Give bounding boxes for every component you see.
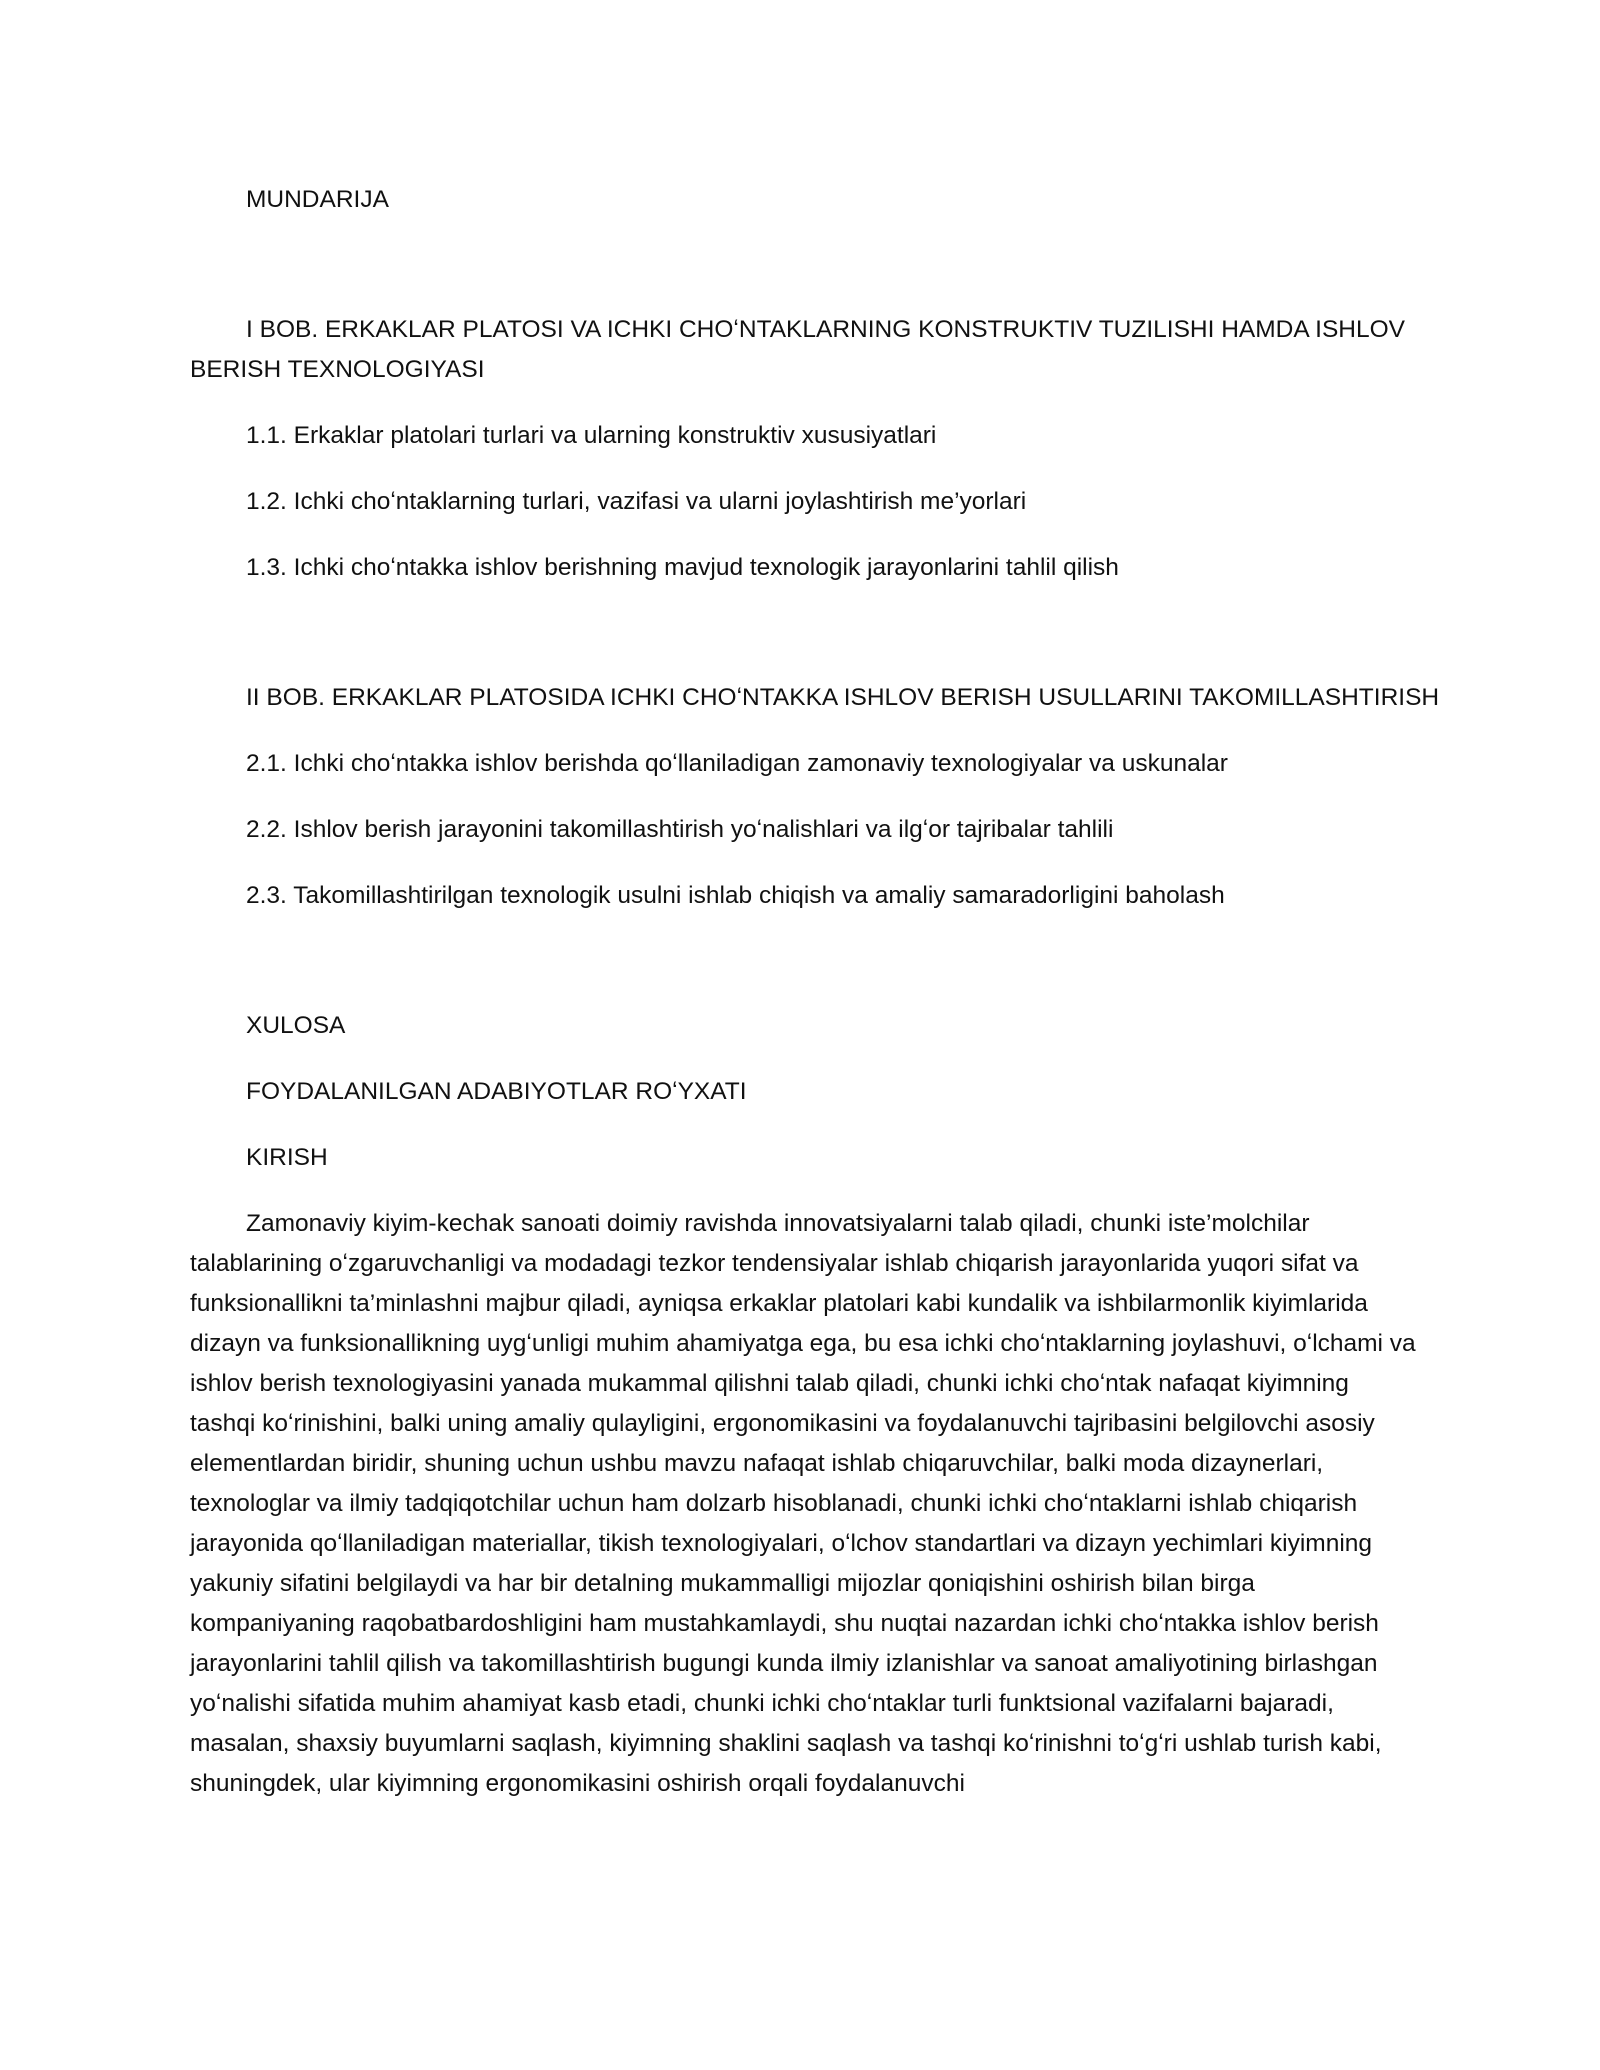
chapter2-title: II BOB. ERKAKLAR PLATOSIDA ICHKI CHOʻNTAKKA ISHLOV BERISH USULLARINI TAKOMILLASHTIRISH bbox=[246, 684, 1440, 711]
toc-section-1-3: 1.3. Ichki choʻntakka ishlov berishning mavjud texnologik jarayonlarini tahlil qilish bbox=[246, 554, 1119, 581]
toc-section-2-3: 2.3. Takomillashtirilgan texnologik usulni ishlab chiqish va amaliy samaradorligini baholash bbox=[246, 882, 1225, 909]
toc-section-2-2: 2.2. Ishlov berish jarayonini takomillashtirish yoʻnalishlari va ilgʻor tajribalar tahlili bbox=[246, 816, 1114, 843]
chapter1-title: I BOB. ERKAKLAR PLATOSI VA ICHKI CHOʻNTAKLARNING KONSTRUKTIV TUZILISHI HAMDA ISHLOV BERISH TEXNOLOGIYASI bbox=[190, 316, 1406, 383]
toc-section-2-1: 2.1. Ichki choʻntakka ishlov berishda qoʻllaniladigan zamonaviy texnologiyalar va uskunalar bbox=[246, 750, 1228, 777]
toc-conclusion: XULOSA bbox=[246, 1012, 346, 1039]
toc-references: FOYDALANILGAN ADABIYOTLAR ROʻYXATI bbox=[246, 1078, 747, 1105]
toc-heading: MUNDARIJA bbox=[246, 186, 389, 213]
intro-paragraph: Zamonaviy kiyim-kechak sanoati doimiy ravishda innovatsiyalarni talab qiladi, chunki iste’molchilar talablarining oʻzgaruvchanligi va modadagi tezkor tendensiyalar ishlab chiqarish jarayonlarida yuqori sifat va funksionallikni ta’minlashni majbur qiladi, ayniqsa erkaklar platolari kabi kundalik va ishbilarmonlik kiyimlarida dizayn va funksionallikning uygʻunligi muhim ahamiyatga ega, bu esa ichki choʻntaklarning joylashuvi, oʻlchami va ishlov berish texnologiyasini yanada mukammal qilishni talab qiladi, chunki ichki choʻntak nafaqat kiyimning tashqi koʻrinishini, balki uning amaliy qulayligini, ergonomikasini va foydalanuvchi tajribasini belgilovchi asosiy elementlardan biridir, shuning uchun ushbu mavzu nafaqat ishlab chiqaruvchilar, balki moda dizaynerlari, texnologlar va ilmiy tadqiqotchilar uchun ham dolzarb hisoblanadi, chunki ichki choʻntaklarni ishlab chiqarish jarayonida qoʻllaniladigan materiallar, tikish texnologiyalari, oʻlchov standartlari va dizayn yechimlari kiyimning yakuniy sifatini belgilaydi va har bir detalning mukammalligi mijozlar qoniqishini oshirish bilan birga kompaniyaning raqobatbardoshligini ham mustahkamlaydi, shu nuqtai nazardan ichki choʻntakka ishlov berish jarayonlarini tahlil qilish va takomillashtirish bugungi kunda ilmiy izlanishlar va sanoat amaliyotining birlashgan yoʻnalishi sifatida muhim ahamiyat kasb etadi, chunki ichki choʻntaklar turli funktsional vazifalarni bajaradi, masalan, shaxsiy buyumlarni saqlash, kiyimning shaklini saqlash va tashqi koʻrinishni toʻgʻri ushlab turish kabi, shuningdek, ular kiyimning ergonomikasini oshirish orqali foydalanuvchi bbox=[190, 1210, 1416, 1797]
toc-section-1-2: 1.2. Ichki choʻntaklarning turlari, vazifasi va ularni joylashtirish me’yorlari bbox=[246, 488, 1027, 515]
toc-section-1-1: 1.1. Erkaklar platolari turlari va ularning konstruktiv xususiyatlari bbox=[246, 422, 937, 449]
toc-introduction: KIRISH bbox=[246, 1144, 328, 1171]
document-page bbox=[190, 180, 1440, 1804]
